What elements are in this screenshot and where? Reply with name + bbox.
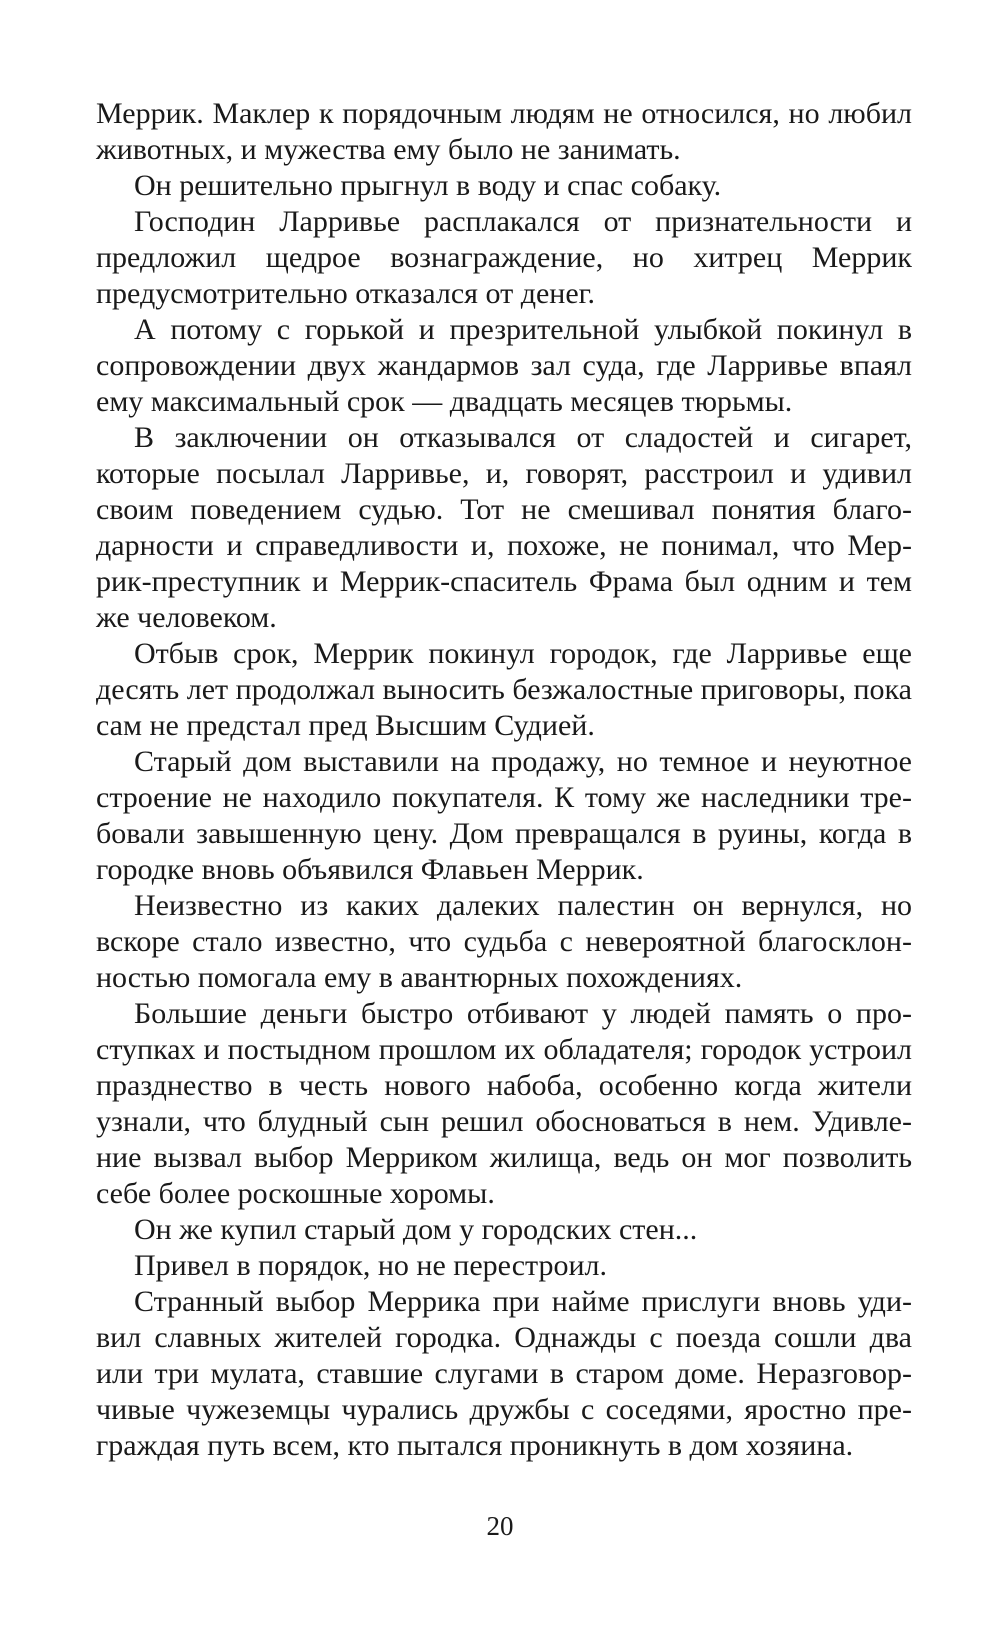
page-number: 20 xyxy=(486,1511,514,1541)
paragraph: А потому с горькой и презрительной улыбкой покинул в сопровождении двух жандармов зал суда, где Ларривье впаял ему максимальный срок — двадцать месяцев тюрьмы. xyxy=(96,313,912,418)
paragraph: Господин Ларривье расплакался от признательности и предложил щедрое вознаграждение, но хитрец Меррик предусмотрительно отказался от денег. xyxy=(96,205,912,310)
paragraph: Странный выбор Меррика при найме прислуги вновь удивил славных жителей городка. Однажды с поезда сошли два или три мулата, ставшие слугами в старом доме. Неразговорчивые чужеземцы чурались дружбы с соседями, яростно преграждая путь всем, кто пытался проникнуть в дом хозяина. xyxy=(96,1285,912,1462)
paragraph: Он решительно прыгнул в воду и спас собаку. xyxy=(134,169,722,202)
paragraph: Старый дом выставили на продажу, но темное и неуютное строение не находило покупателя. К тому же наследники требовали завышенную цену. Дом превращался в руины, когда в городке вновь объявился Флавьен Меррик. xyxy=(96,745,912,886)
body-text xyxy=(96,96,912,1464)
paragraph: Меррик. Маклер к порядочным людям не относился, но любил животных, и мужества ему было не занимать. xyxy=(96,97,912,166)
paragraph: Отбыв срок, Меррик покинул городок, где Ларривье еще десять лет продолжал выносить безжалостные приговоры, пока сам не предстал пред Высшим Судией. xyxy=(96,637,912,742)
paragraph: Привел в порядок, но не перестроил. xyxy=(134,1249,608,1282)
paragraph: Неизвестно из каких далеких палестин он вернулся, но вскоре стало известно, что судьба с невероятной благосклонностью помогала ему в авантюрных похождениях. xyxy=(96,889,912,994)
paragraph: Он же купил старый дом у городских стен... xyxy=(134,1213,698,1246)
paragraph: В заключении он отказывался от сладостей и сигарет, которые посылал Ларривье, и, говорят, расстроил и удивил своим поведением судью. Тот не смешивал понятия благодарности и справедливости и, похоже, не понимал, что Меррик-преступник и Меррик-спаситель Фрама был одним и тем же человеком. xyxy=(96,421,912,634)
paragraph: Большие деньги быстро отбивают у людей память о проступках и постыдном прошлом их обладателя; городок устроил празднество в честь нового набоба, особенно когда жители узнали, что блудный сын решил обосноваться в нем. Удивление вызвал выбор Мерриком жилища, ведь он мог позволить себе более роскошные хоромы. xyxy=(96,997,912,1210)
